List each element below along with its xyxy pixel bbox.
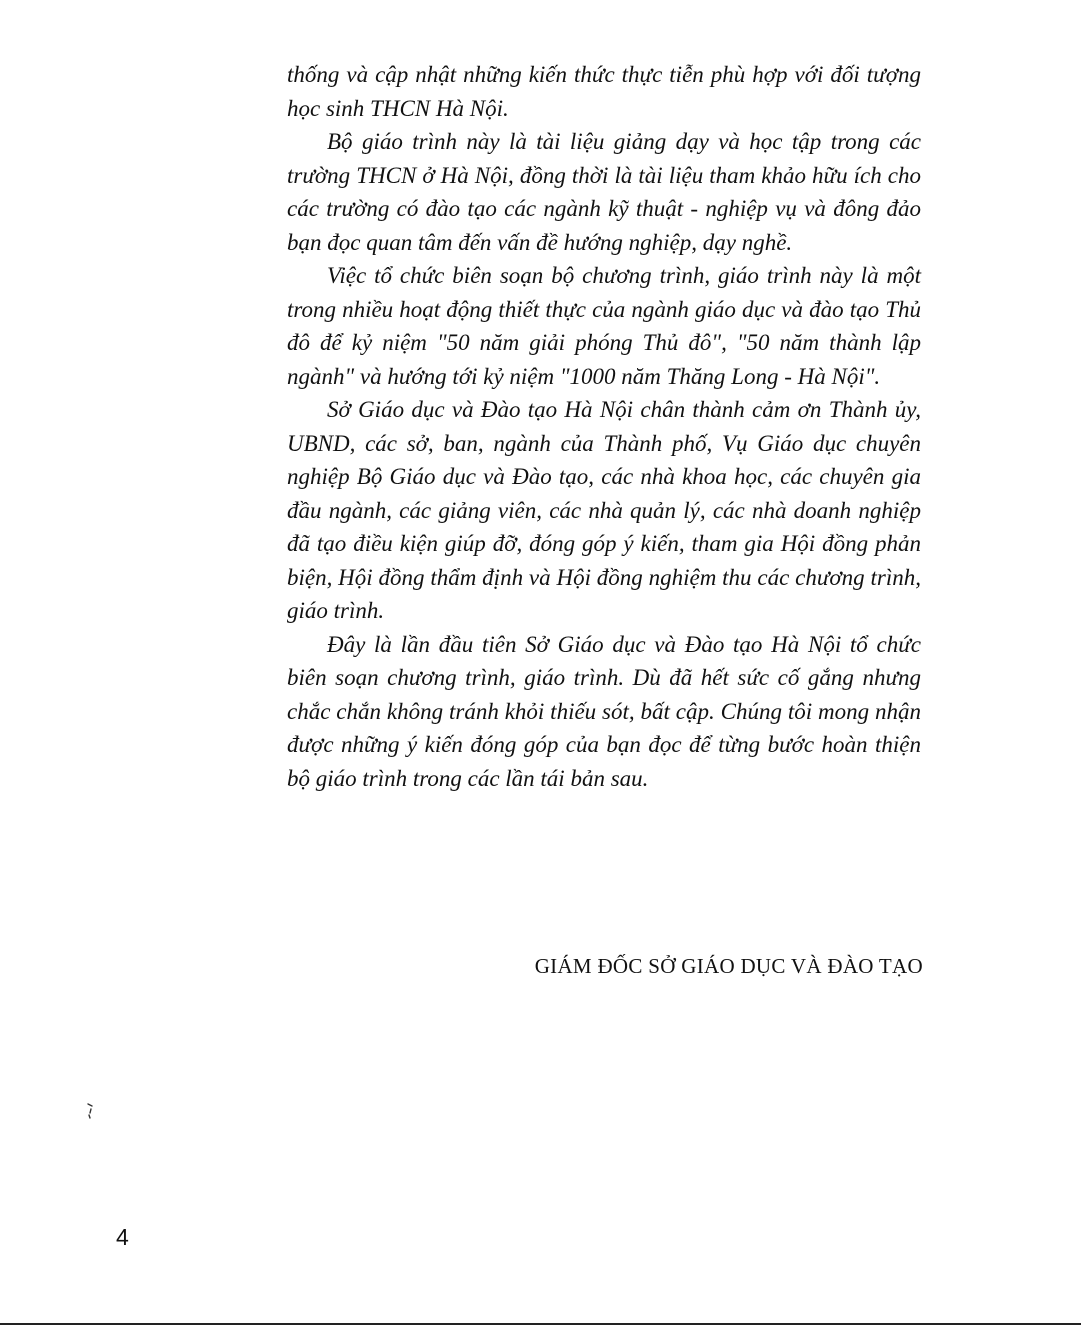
bottom-border — [0, 1323, 1081, 1325]
paragraph-2: Bộ giáo trình này là tài liệu giảng dạy và học tập trong các trường THCN ở Hà Nội, đồng thời là tài liệu tham khảo hữu ích cho các trường có đào tạo các ngành kỹ thuật - nghiệp vụ và đông đảo bạn đọc quan tâm đến vấn đề hướng nghiệp, dạy nghề. — [287, 129, 921, 255]
body-text — [287, 58, 921, 795]
paragraph-5: Đây là lần đầu tiên Sở Giáo dục và Đào tạo Hà Nội tổ chức biên soạn chương trình, giáo trình. Dù đã hết sức cố gắng nhưng chắc chắn không tránh khỏi thiếu sót, bất cập. Chúng tôi mong nhận được những ý kiến đóng góp của bạn đọc để từng bước hoàn thiện bộ giáo trình trong các lần tái bản sau. — [287, 631, 921, 791]
page-number: 4 — [116, 1224, 129, 1250]
paragraph-4: Sở Giáo dục và Đào tạo Hà Nội chân thành cảm ơn Thành ủy, UBND, các sở, ban, ngành của Thành phố, Vụ Giáo dục chuyên nghiệp Bộ Giáo dục và Đào tạo, các nhà khoa học, các chuyên gia đầu ngành, các giảng viên, các nhà quản lý, các nhà doanh nghiệp đã tạo điều kiện giúp đỡ, đóng góp ý kiến, tham gia Hội đồng phản biện, Hội đồng thẩm định và Hội đồng nghiệm thu các chương trình, giáo trình. — [287, 397, 921, 623]
paragraph-3: Việc tổ chức biên soạn bộ chương trình, giáo trình này là một trong nhiều hoạt động thiết thực của ngành giáo dục và đào tạo Thủ đô để kỷ niệm "50 năm giải phóng Thủ đô", "50 năm thành lập ngành" và hướng tới kỷ niệm "1000 năm Thăng Long - Hà Nội". — [287, 263, 921, 389]
paragraph-1: thống và cập nhật những kiến thức thực tiễn phù hợp với đối tượng học sinh THCN Hà Nội. — [287, 62, 921, 121]
stray-ink-mark — [86, 1102, 94, 1120]
signature-title: GIÁM ĐỐC SỞ GIÁO DỤC VÀ ĐÀO TẠO — [534, 954, 923, 978]
